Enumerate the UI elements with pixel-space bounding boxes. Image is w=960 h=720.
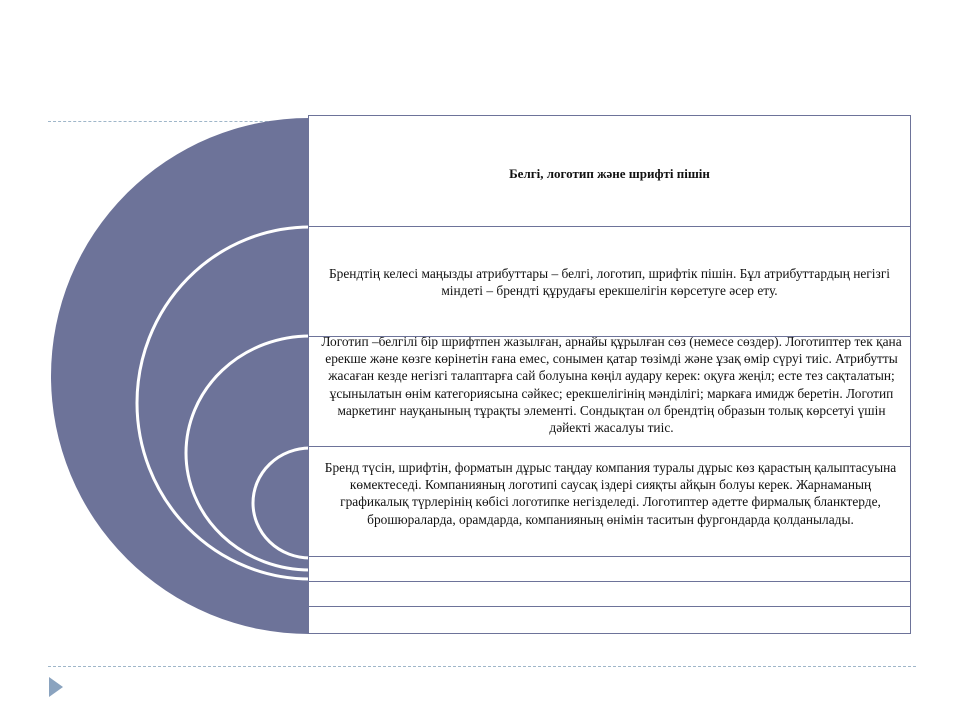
panel-logo xyxy=(308,336,911,447)
panel-attributes-text: Брендтің келесі маңызды атрибуттары – белгі, логотип, шрифтік пішін. Бұл атрибуттардың негізгі міндеті – брендті құрудағы ерекшелігін көрсетуге әсер ету. xyxy=(328,266,891,299)
panel-title-text: Белгі, логотип және шрифті пішін xyxy=(509,166,710,181)
semicircle-background xyxy=(51,118,309,634)
panel-font-text: Бренд түсін, шрифтін, форматын дұрыс таңдау компания туралы дұрыс көз қарастың қалыптасуына көмектеседі. Компанияның логотипі саусақ іздері сияқты айқын болуы керек. Жарнаманың графикалық түрлерінің көбісі логотипке негізделеді. Логотиптер әдетте фирмалық бланктерде, брошюраларда, орамдарда, компанияның өнімін таситын фургондарда қолданылады. xyxy=(324,460,897,527)
panel-font xyxy=(308,446,911,557)
panel-empty-3 xyxy=(308,606,911,634)
panel-attributes xyxy=(308,226,911,337)
bottom-dashed-divider xyxy=(48,666,916,667)
panel-logo-text: Логотип –белгілі бір шрифтпен жазылған, арнайы құрылған сөз (немесе сөздер). Логотиптер тек қана ерекше және көзге көрінетін ғана емес, сонымен қатар төзімді және ұзақ өмір сүруі тиіс. Атрибутты жасаған кезде негізгі талаптарға сай болуына көңіл аудару керек: оқуға жеңіл; есте тез сақталатын; ұсынылатын өнім категориясына сәйкес; ерекшелігінің мәнділігі; маркаға имидж беретін. Логотип маркетинг науқанының тұрақты элементі. Сондықтан ол брендтің образын толық көрсетуі үшін дәйекті жасалуы тиіс. xyxy=(321,336,902,436)
panel-empty-1 xyxy=(308,556,911,582)
play-triangle-icon[interactable] xyxy=(48,676,64,698)
panel-title xyxy=(308,115,911,227)
panel-empty-2 xyxy=(308,581,911,607)
